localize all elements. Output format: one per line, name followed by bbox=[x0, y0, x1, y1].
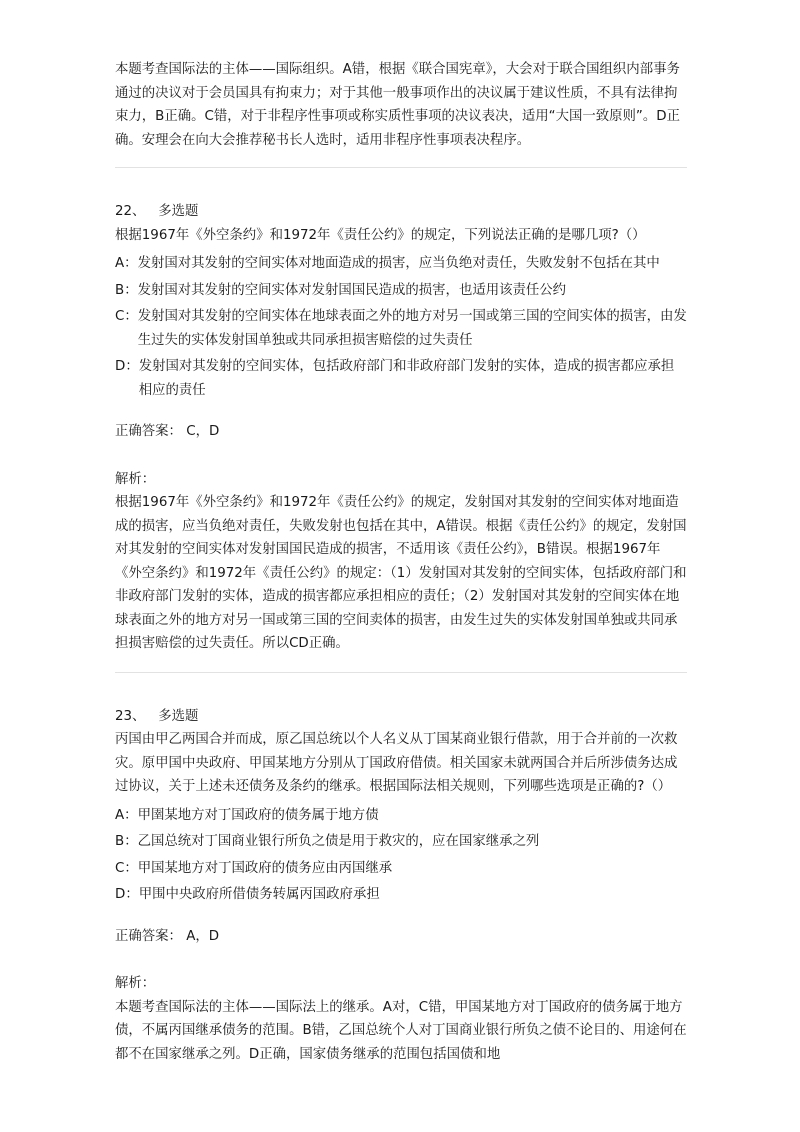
question-type: 多选题 bbox=[158, 708, 199, 724]
answer-value: C，D bbox=[186, 424, 220, 439]
option-letter: C bbox=[115, 309, 125, 324]
question-number: 23 bbox=[115, 708, 133, 724]
correct-answer bbox=[115, 420, 687, 444]
question-stem: 丙国由甲乙两国合并而成，原乙国总统以个人名义从丁国某商业银行借款，用于合并前的一次救灾。原甲国中央政府、甲国某地方分别从丁国政府借债。相关国家未就两国合并后所涉债务达成过协议，关于上述未还债务及条约的继承。根据国际法相关规则，下列哪些选项是正确的?（） bbox=[115, 732, 678, 794]
document-page bbox=[115, 58, 687, 1066]
option-b bbox=[115, 830, 687, 854]
option-letter: C bbox=[115, 860, 125, 876]
option-text: 甲国某地方对丁国政府的债务应由丙国继承 bbox=[137, 860, 393, 876]
option-letter: A bbox=[115, 256, 125, 271]
answer-value: A，D bbox=[186, 928, 220, 944]
question-header bbox=[115, 705, 687, 729]
option-letter: D bbox=[115, 887, 126, 902]
question-number-separator: 、 bbox=[132, 708, 146, 724]
option-a bbox=[115, 804, 687, 828]
option-separator: ： bbox=[125, 887, 139, 902]
option-separator: ： bbox=[124, 860, 138, 876]
correct-answer bbox=[115, 925, 687, 949]
option-text: 发射国对其发射的空间实体对地面造成的损害，应当负绝对责任，失败发射不包括在其中 bbox=[137, 256, 660, 271]
question-number-separator: 、 bbox=[132, 204, 146, 219]
option-c bbox=[115, 857, 687, 881]
option-separator: ： bbox=[124, 807, 138, 823]
answer-label: 正确答案： bbox=[115, 928, 182, 944]
option-text: 发射国对其发射的空间实体对发射国国民造成的损害，也适用该责任公约 bbox=[137, 282, 567, 298]
option-b bbox=[115, 279, 687, 303]
section-divider bbox=[115, 167, 687, 168]
option-text: 乙国总统对丁国商业银行所负之债是用于救灾的，应在国家继承之列 bbox=[137, 834, 540, 849]
question-23 bbox=[115, 705, 687, 1067]
option-text: 甲围中央政府所借债务转属丙国政府承担 bbox=[138, 887, 380, 902]
question-header bbox=[115, 200, 687, 224]
question-stem: 根据1967年《外空条约》和1972年《责任公约》的规定，下列说法正确的是哪几项?（） bbox=[115, 227, 646, 243]
analysis-text: 本题考查国际法的主体——国际法上的继承。A对，C错，甲国某地方对丁国政府的债务属于地方债，不属丙国继承债务的范围。B错，乙国总统个人对丁国商业银行所负之债不论目的、用途何在都不在国家继承之列。D正确，国家债务继承的范围包括国债和地 bbox=[115, 999, 687, 1062]
option-letter: D bbox=[115, 359, 126, 374]
question-number: 22 bbox=[115, 204, 133, 219]
option-separator: ： bbox=[125, 359, 139, 374]
option-separator: ： bbox=[124, 282, 138, 298]
option-separator: ： bbox=[124, 256, 138, 271]
option-text: 发射国对其发射的空间实体在地球表面之外的地方对另一国或第三国的空间实体的损害，由发生过失的实体发射国单独或共同承担损害赔偿的过失责任 bbox=[137, 309, 687, 348]
option-separator: ： bbox=[124, 834, 138, 849]
question-22 bbox=[115, 200, 687, 656]
section-divider bbox=[115, 672, 687, 673]
option-letter: B bbox=[115, 282, 125, 298]
option-letter: A bbox=[115, 807, 125, 823]
option-d bbox=[115, 883, 687, 907]
option-text: 甲圉某地方对丁国政府的债务属于地方债 bbox=[137, 807, 379, 823]
option-letter: B bbox=[115, 834, 125, 849]
option-a bbox=[115, 252, 687, 276]
answer-label: 正确答案： bbox=[115, 424, 182, 439]
previous-analysis-text: 本题考查国际法的主体——国际组织。A错，根据《联合国宪章》，大会对于联合国组织内部事务通过的决议对于会员国具有拘束力；对于其他一般事项作出的决议属于建议性质，不具有法律拘束力，B正确。C错，对于非程序性事项或称实质性事项的决议表决，适用“大国一致原则”。D正确。安理会在向大会推荐秘书长人选时，适用非程序性事项表决程序。 bbox=[115, 62, 680, 148]
option-separator: ： bbox=[124, 309, 138, 324]
question-type: 多选题 bbox=[158, 204, 199, 219]
analysis-label: 解析： bbox=[115, 976, 156, 991]
option-d bbox=[115, 355, 687, 402]
analysis-text: 根据1967年《外空条约》和1972年《责任公约》的规定，发射国对其发射的空间实体对地面造成的损害，应当负绝对责任，失败发射也包括在其中，A错误。根据《责任公约》的规定，发射国对其发射的空间实体对发射国国民造成的损害，不适用该《责任公约》，B错误。根据1967年《外空条约》和1972年《责任公约》的规定：（1）发射国对其发射的空间实体，包括政府部门和非政府部门发射的实体，造成的损害都应承担相应的责任；（2）发射国对其发射的空间实体在地球表面之外的地方对另一国或第三国的空间卖体的损害，由发生过失的实体发射国单独或共同承担损害赔偿的过失责任。所以CD正确。 bbox=[115, 495, 687, 651]
option-c bbox=[115, 305, 687, 352]
option-text: 发射国对其发射的空间实体，包括政府部门和非政府部门发射的实体，造成的损害都应承担相应的责任 bbox=[138, 359, 675, 398]
analysis-label: 解析： bbox=[115, 471, 156, 487]
